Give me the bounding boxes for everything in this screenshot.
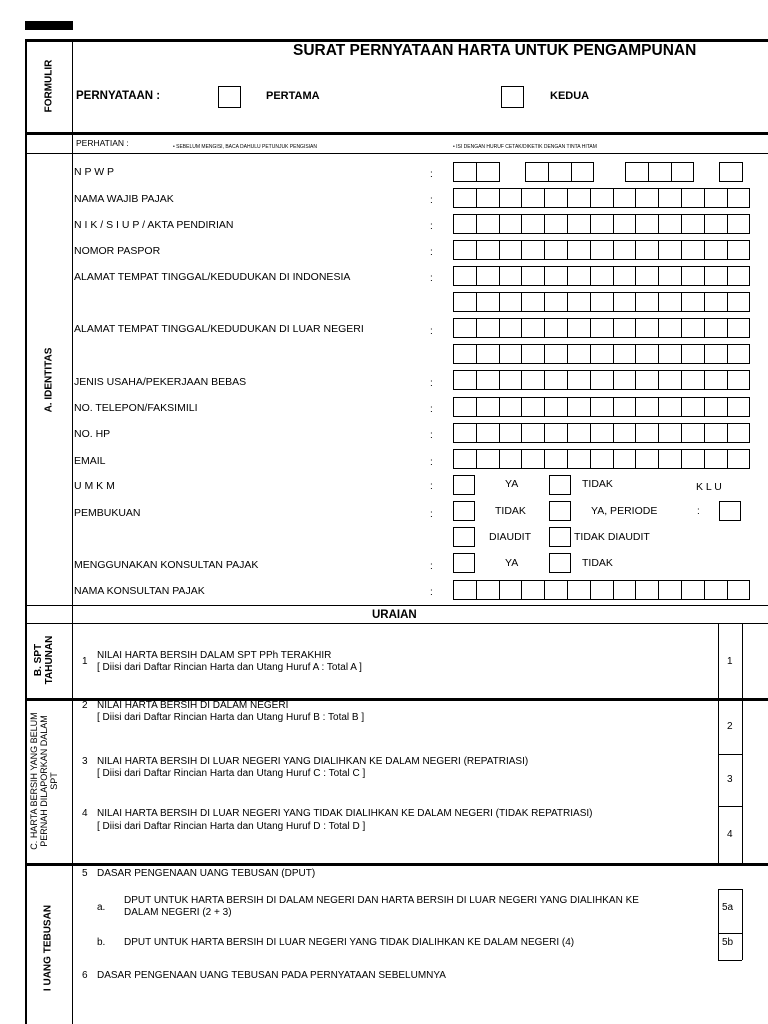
identity-bottom-line xyxy=(25,605,768,606)
item-number: 4 xyxy=(82,808,88,819)
email-input[interactable] xyxy=(453,449,749,469)
taxpayer-name-input[interactable] xyxy=(453,188,749,208)
section-d-label: I UANG TEBUSAN xyxy=(42,904,54,992)
not-audited-label: TIDAK DIAUDIT xyxy=(574,531,650,543)
phone-label: NO. TELEPON/FAKSIMILI xyxy=(74,402,198,414)
phone-input[interactable] xyxy=(453,397,749,417)
first-statement-checkbox[interactable] xyxy=(218,86,241,108)
taxpayer-name-label: NAMA WAJIB PAJAK xyxy=(74,193,174,205)
colon: : xyxy=(430,326,433,337)
ref-divider-5a xyxy=(718,933,742,934)
label-column-line xyxy=(72,39,73,1024)
colon: : xyxy=(430,457,433,468)
colon: : xyxy=(430,509,433,520)
address-abroad-label: ALAMAT TEMPAT TINGGAL/KEDUDUKAN DI LUAR NEGERI xyxy=(74,323,364,335)
item-source: [ Diisi dari Daftar Rincian Harta dan Utang Huruf A : Total A ] xyxy=(97,662,362,673)
corner-marker xyxy=(25,21,73,30)
section-b-label: B. SPT TAHUNAN xyxy=(33,635,55,685)
ref-divider-3 xyxy=(718,754,742,755)
umkm-no-checkbox[interactable] xyxy=(549,475,571,495)
colon: : xyxy=(430,273,433,284)
colon: : xyxy=(430,404,433,415)
item-ref: 4 xyxy=(727,829,733,840)
bookkeeping-label: PEMBUKUAN xyxy=(74,507,141,519)
item-ref: 5a xyxy=(722,902,734,913)
klu-label: K L U xyxy=(696,481,722,493)
item-5b-text: DPUT UNTUK HARTA BERSIH DI LUAR NEGERI YANG TIDAK DIALIHKAN KE DALAM NEGERI (4) xyxy=(124,937,575,948)
email-label: EMAIL xyxy=(74,455,106,467)
colon: : xyxy=(430,247,433,258)
ref-divider-5b xyxy=(718,960,742,961)
consultant-no-checkbox[interactable] xyxy=(549,553,571,573)
item-source: [ Diisi dari Daftar Rincian Harta dan Utang Huruf B : Total B ] xyxy=(97,712,365,723)
notice-capital-letters: • ISI DENGAN HURUF CETAK/DIKETIK DENGAN TINTA HITAM xyxy=(453,144,597,150)
item-5a-text-line2: DALAM NEGERI (2 + 3) xyxy=(124,907,232,918)
uraian-heading: URAIAN xyxy=(372,609,417,621)
notice-label: PERHATIAN : xyxy=(76,138,129,148)
colon: : xyxy=(430,221,433,232)
item-number: 1 xyxy=(82,656,88,667)
passport-label: NOMOR PASPOR xyxy=(74,245,161,257)
npwp-input-group-2[interactable] xyxy=(525,162,593,182)
item-5b-number: b. xyxy=(97,937,106,948)
nik-label: N I K / S I U P / AKTA PENDIRIAN xyxy=(74,219,234,231)
notice-read-instructions: • SEBELUM MENGISI, BACA DAHULU PETUNJUK PENGISIAN xyxy=(173,144,318,150)
notice-bottom-line xyxy=(25,153,768,154)
colon: : xyxy=(430,481,433,492)
ref-column-right-line xyxy=(742,623,743,863)
npwp-label: N P W P xyxy=(74,166,115,178)
address-indonesia-label: ALAMAT TEMPAT TINGGAL/KEDUDUKAN DI INDONESIA xyxy=(74,271,351,283)
period-colon: : xyxy=(697,506,700,517)
item-ref: 2 xyxy=(727,721,733,732)
colon: : xyxy=(430,561,433,572)
hp-label: NO. HP xyxy=(74,428,111,440)
address-indonesia-input-2[interactable] xyxy=(453,292,749,312)
item-number: 2 xyxy=(82,700,88,711)
umkm-yes-label: YA xyxy=(505,478,519,490)
consultant-name-input[interactable] xyxy=(453,580,749,600)
item-ref: 1 xyxy=(727,656,733,667)
colon: : xyxy=(430,587,433,598)
section-c-label: C. HARTA BERSIH YANG BELUM PERNAH DILAPORKAN DALAM SPT xyxy=(29,712,59,850)
item-number: 5 xyxy=(82,868,88,879)
audited-label: DIAUDIT xyxy=(489,531,531,543)
umkm-no-label: TIDAK xyxy=(582,478,613,490)
item-5a-number: a. xyxy=(97,902,106,913)
consultant-name-label: NAMA KONSULTAN PAJAK xyxy=(74,585,205,597)
item-title: NILAI HARTA BERSIH DI LUAR NEGERI YANG TIDAK DIALIHKAN KE DALAM NEGERI (TIDAK REPATRIASI) xyxy=(97,808,593,819)
hp-input[interactable] xyxy=(453,423,749,443)
npwp-input-group-4[interactable] xyxy=(719,162,742,182)
first-statement-label: PERTAMA xyxy=(266,90,320,102)
consultant-use-label: MENGGUNAKAN KONSULTAN PAJAK xyxy=(74,559,259,571)
item-number: 6 xyxy=(82,970,88,981)
item-ref: 3 xyxy=(727,774,733,785)
passport-input[interactable] xyxy=(453,240,749,260)
period-input[interactable] xyxy=(719,501,741,521)
bookkeeping-yes-period-label: YA, PERIODE xyxy=(591,505,658,517)
umkm-label: U M K M xyxy=(74,480,115,492)
address-abroad-input-2[interactable] xyxy=(453,344,749,364)
business-type-input[interactable] xyxy=(453,370,749,390)
formulir-label: FORMULIR xyxy=(43,59,55,113)
address-indonesia-input-1[interactable] xyxy=(453,266,749,286)
audited-checkbox[interactable] xyxy=(453,527,475,547)
consultant-yes-label: YA xyxy=(505,557,519,569)
uraian-heading-line xyxy=(25,623,768,624)
colon: : xyxy=(430,195,433,206)
second-statement-checkbox[interactable] xyxy=(501,86,524,108)
second-statement-label: KEDUA xyxy=(550,90,590,102)
colon: : xyxy=(430,378,433,389)
ref5-top-line xyxy=(718,889,742,890)
ref5-right-line xyxy=(742,889,743,960)
ref-column-line xyxy=(718,623,719,863)
bookkeeping-no-checkbox[interactable] xyxy=(453,501,475,521)
item-number: 3 xyxy=(82,756,88,767)
item-ref: 5b xyxy=(722,937,734,948)
identity-section-label: A. IDENTITAS xyxy=(43,347,55,413)
item-title: DASAR PENGENAAN UANG TEBUSAN (DPUT) xyxy=(97,868,316,879)
item-title: DASAR PENGENAAN UANG TEBUSAN PADA PERNYATAAN SEBELUMNYA xyxy=(97,970,446,981)
statement-label: PERNYATAAN : xyxy=(76,90,161,102)
section-c-bottom-line xyxy=(25,863,768,866)
item-5a-text-line1: DPUT UNTUK HARTA BERSIH DI DALAM NEGERI DAN HARTA BERSIH DI LUAR NEGERI YANG DIALIHKAN KE xyxy=(124,895,639,906)
nik-input[interactable] xyxy=(453,214,749,234)
ref5-left-line xyxy=(718,889,719,960)
consultant-yes-checkbox[interactable] xyxy=(453,553,475,573)
item-title: NILAI HARTA BERSIH DALAM SPT PPh TERAKHIR xyxy=(97,650,332,661)
bookkeeping-no-label: TIDAK xyxy=(495,505,526,517)
header-bottom-line xyxy=(25,132,768,135)
item-source: [ Diisi dari Daftar Rincian Harta dan Utang Huruf C : Total C ] xyxy=(97,768,366,779)
colon: : xyxy=(430,430,433,441)
consultant-no-label: TIDAK xyxy=(582,557,613,569)
ref-divider-4 xyxy=(718,806,742,807)
colon: : xyxy=(430,169,433,180)
not-audited-checkbox[interactable] xyxy=(549,527,571,547)
item-title: NILAI HARTA BERSIH DI DALAM NEGERI xyxy=(97,700,289,711)
umkm-yes-checkbox[interactable] xyxy=(453,475,475,495)
frame-left-line xyxy=(25,39,27,1024)
form-title: SURAT PERNYATAAN HARTA UNTUK PENGAMPUNAN xyxy=(293,42,697,59)
item-title: NILAI HARTA BERSIH DI LUAR NEGERI YANG DIALIHKAN KE DALAM NEGERI (REPATRIASI) xyxy=(97,756,529,767)
npwp-input-group-1[interactable] xyxy=(453,162,499,182)
address-abroad-input-1[interactable] xyxy=(453,318,749,338)
item-source: [ Diisi dari Daftar Rincian Harta dan Utang Huruf D : Total D ] xyxy=(97,821,366,832)
business-type-label: JENIS USAHA/PEKERJAAN BEBAS xyxy=(74,376,247,388)
bookkeeping-yes-checkbox[interactable] xyxy=(549,501,571,521)
npwp-input-group-3[interactable] xyxy=(625,162,693,182)
